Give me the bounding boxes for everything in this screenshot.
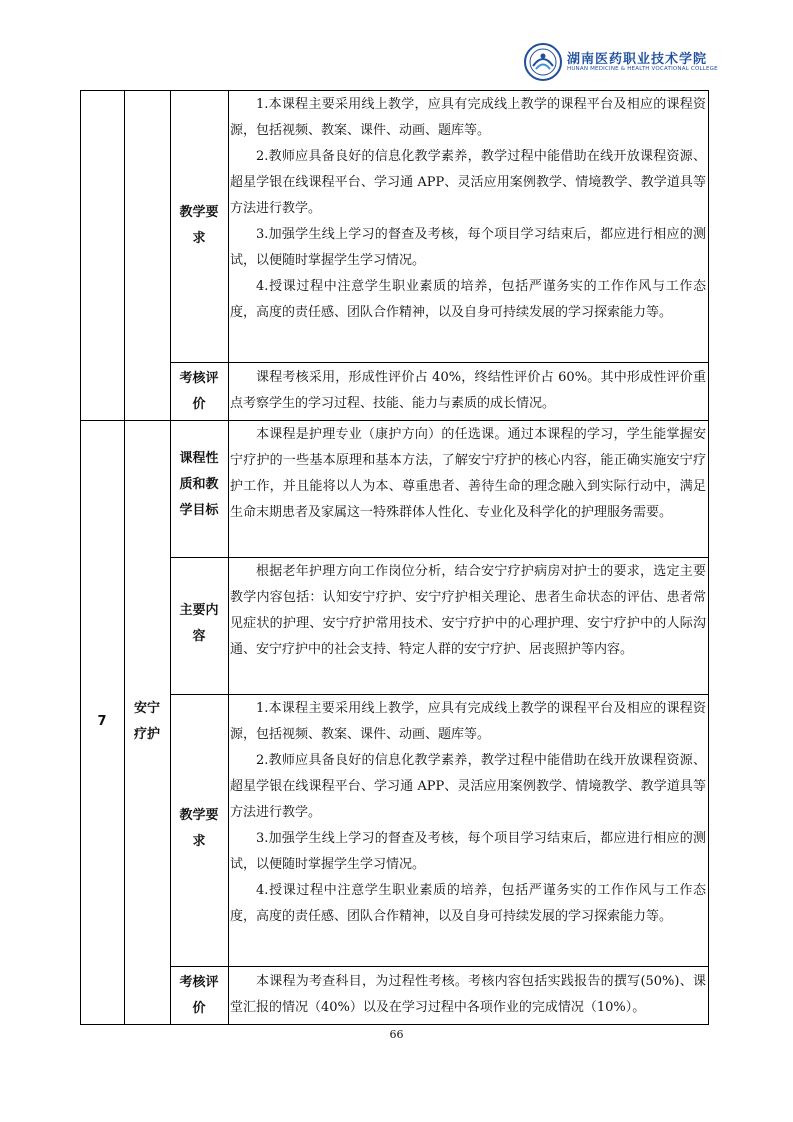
teaching-requirements-text: 1.本课程主要采用线上教学，应具有完成线上教学的课程平台及相应的课程资源，包括视频、教案、课件、动画、题库等。 2.教师应具备良好的信息化教学素养，教学过程中能借助在线开放课程资源、超星学银在线课程平台、学习通 APP、灵活应用案例教学、情境教学、教学道具等方法进行教学。 3.加强学生线上学习的督查及考核，每个项目学习结束后，都应进行相应的测试，以便随时掌握学生学习情况。 4.授课过程中注意学生职业素质的培养，包括严谨务实的工作作风与工作态度，高度的责任感、团队合作精神，以及自身可持续发展的学习探索能力等。 [230,97,706,320]
teaching-requirements-text-2: 1.本课程主要采用线上教学，应具有完成线上教学的课程平台及相应的课程资源，包括视频、教案、课件、动画、题库等。 2.教师应具备良好的信息化教学素养，教学过程中能借助在线开放课程资源、超星学银在线课程平台、学习通 APP、灵活应用案例教学、情境教学、教学道具等方法进行教学。 3.加强学生线上学习的督查及考核，每个项目学习结束后，都应进行相应的测试，以便随时掌握学生学习情况。 4.授课过程中注意学生职业素质的培养，包括严谨务实的工作作风与工作态度，高度的责任感、团队合作精神，以及自身可持续发展的学习探索能力等。 [230,701,706,924]
teaching-requirements-label: 教学要 求 [179,205,219,246]
assessment-label-2: 考核评 价 [179,975,219,1016]
teaching-requirements-label-2: 教学要 求 [179,808,219,849]
main-content-text: 根据老年护理方向工作岗位分析，结合安宁疗护病房对护士的要求，选定主要教学内容包括：认知安宁疗护、安宁疗护相关理论、患者生命状态的评估、患者常见症状的护理、安宁疗护常用技术、安宁疗护中的心理护理、安宁疗护中的人际沟通、安宁疗护中的社会支持、特定人群的安宁疗护、居丧照护等内容。 [230,564,706,657]
logo-chinese-name: 湖南医药职业技术学院 [567,52,708,67]
page-number: 66 [389,1028,404,1041]
assessment-text-2: 本课程为考查科目，为过程性考核。考核内容包括实践报告的撰写(50%)、课堂汇报的情况（40%）以及在学习过程中各项作业的完成情况（10%）。 [230,974,706,1015]
college-emblem-icon [523,42,563,82]
course-index: 7 [97,714,107,729]
main-content-label: 主要内 容 [179,603,219,644]
course-nature-text: 本课程是护理专业（康护方向）的任选课。通过本课程的学习，学生能掌握安宁疗护的一些基本原理和基本方法，了解安宁疗护的核心内容，能正确实施安宁疗护工作，并且能将以人为本、尊重患者、善待生命的理念融入到实际行动中，满足生命末期患者及家属这一特殊群体人性化、专业化及科学化的护理服务需要。 [230,427,706,520]
course-name: 安宁 疗护 [133,701,160,742]
college-logo [523,42,718,82]
assessment-label: 考核评 价 [179,371,219,412]
course-nature-label: 课程性 质和教 学目标 [179,451,219,518]
assessment-text: 课程考核采用，形成性评价占 40%，终结性评价占 60%。其中形成性评价重点考察学生的学习过程、技能、能力与素质的成长情况。 [230,370,706,411]
logo-english-name: HUNAN MEDICINE & HEALTH VOCATIONAL COLLEGE [567,66,718,72]
